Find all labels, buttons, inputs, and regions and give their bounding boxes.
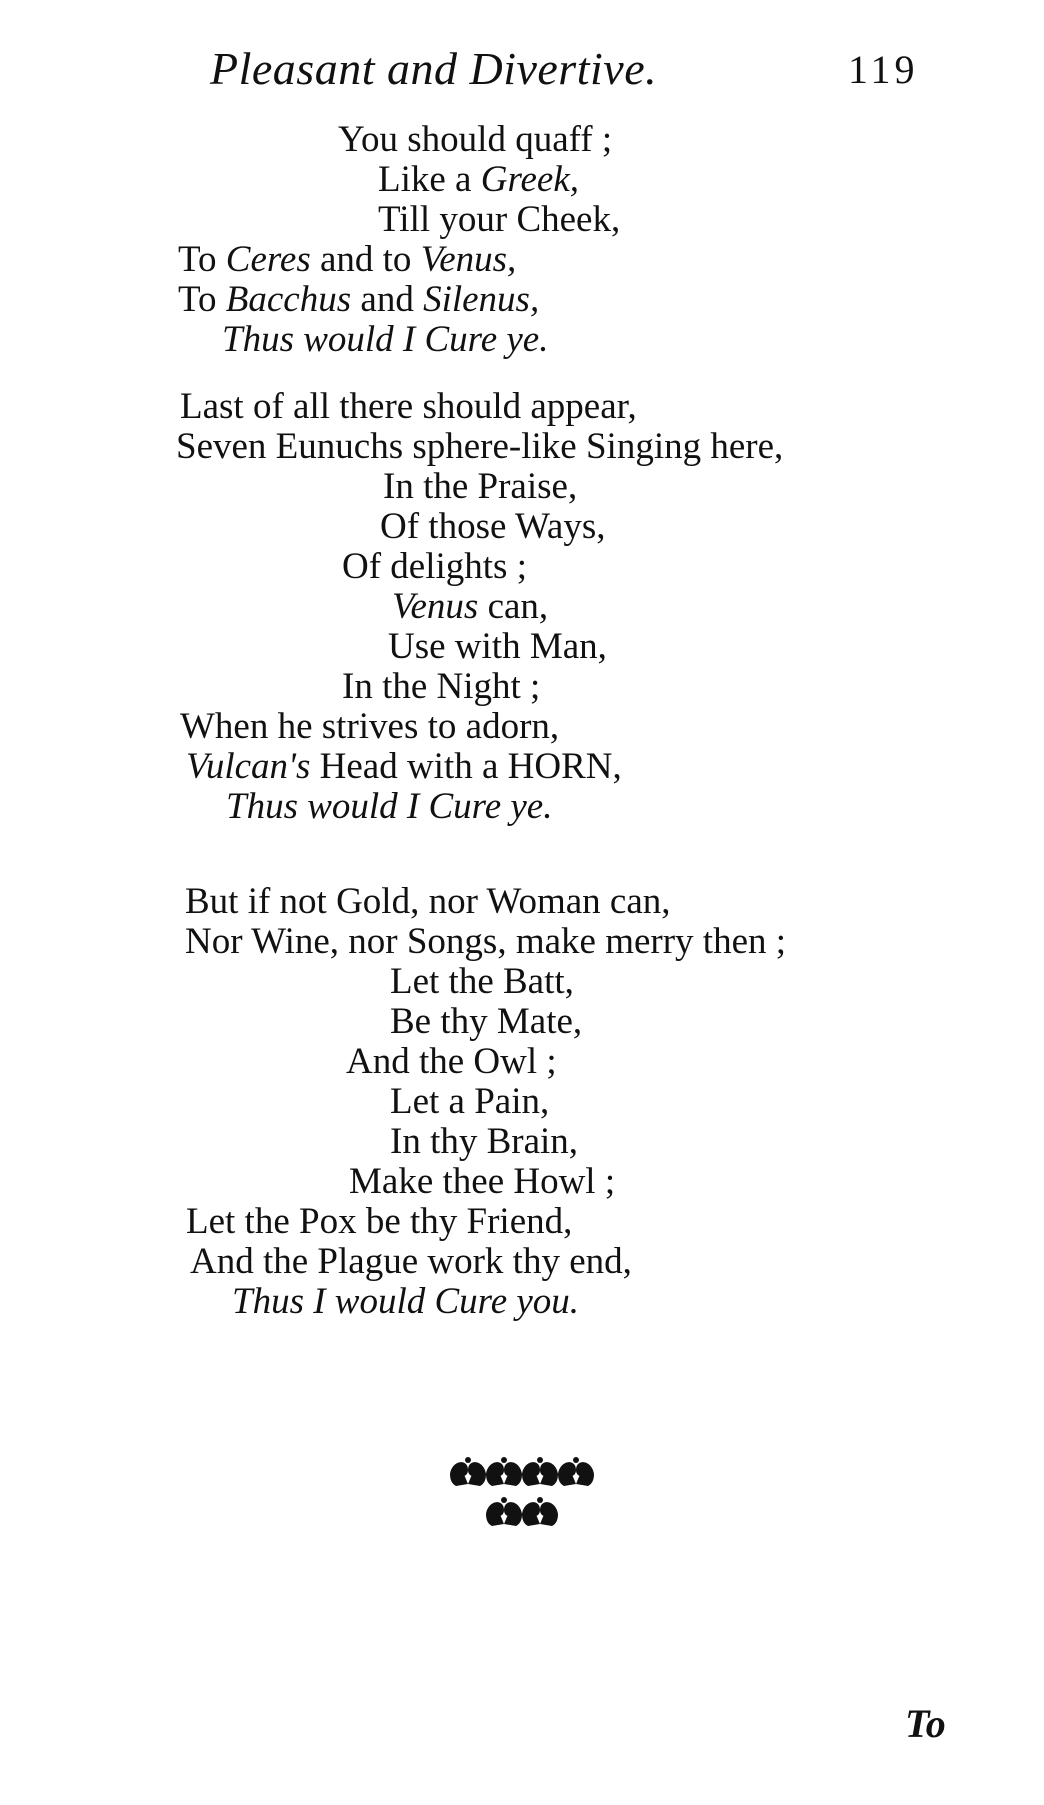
verse-line: In the Night ;: [342, 666, 541, 707]
refrain-line: Thus I would Cure you.: [232, 1281, 580, 1322]
verse-line: Vulcan's Head with a HORN,: [186, 746, 622, 787]
verse-line: And the Plague work thy end,: [190, 1241, 632, 1282]
verse-line: To Bacchus and Silenus,: [178, 279, 540, 320]
running-title: Pleasant and Divertive.: [210, 43, 658, 94]
verse-line: Use with Man,: [388, 626, 607, 667]
verse-line: In the Praise,: [383, 466, 578, 507]
verse-line: Of those Ways,: [380, 506, 606, 547]
page-number: 119: [848, 47, 919, 92]
verse-line: But if not Gold, nor Woman can,: [185, 881, 671, 922]
verse-line: Let a Pain,: [390, 1081, 550, 1122]
fleuron-ornament-icon: [0, 1450, 1044, 1540]
verse-line: When he strives to adorn,: [180, 706, 560, 747]
verse-line: Last of all there should appear,: [180, 386, 637, 427]
verse-line: Let the Batt,: [390, 961, 574, 1002]
verse-line: Nor Wine, nor Songs, make merry then ;: [185, 921, 787, 962]
verse-line: Like a Greek,: [378, 159, 579, 200]
verse-line: Till your Cheek,: [378, 199, 621, 240]
refrain-line: Thus would I Cure ye.: [222, 319, 549, 360]
verse-line: To Ceres and to Venus,: [178, 239, 517, 280]
verse-line: Seven Eunuchs sphere-like Singing here,: [176, 426, 784, 467]
verse-line: You should quaff ;: [338, 119, 613, 160]
verse-line: Venus can,: [392, 586, 549, 627]
verse-line: Make thee Howl ;: [349, 1161, 616, 1202]
verse-line: And the Owl ;: [346, 1041, 557, 1082]
verse-line: In thy Brain,: [390, 1121, 579, 1162]
refrain-line: Thus would I Cure ye.: [226, 786, 553, 827]
catchword: To: [905, 1701, 946, 1746]
verse-line: Of delights ;: [342, 546, 527, 587]
verse-line: Be thy Mate,: [390, 1001, 583, 1042]
verse-line: Let the Pox be thy Friend,: [186, 1201, 573, 1242]
